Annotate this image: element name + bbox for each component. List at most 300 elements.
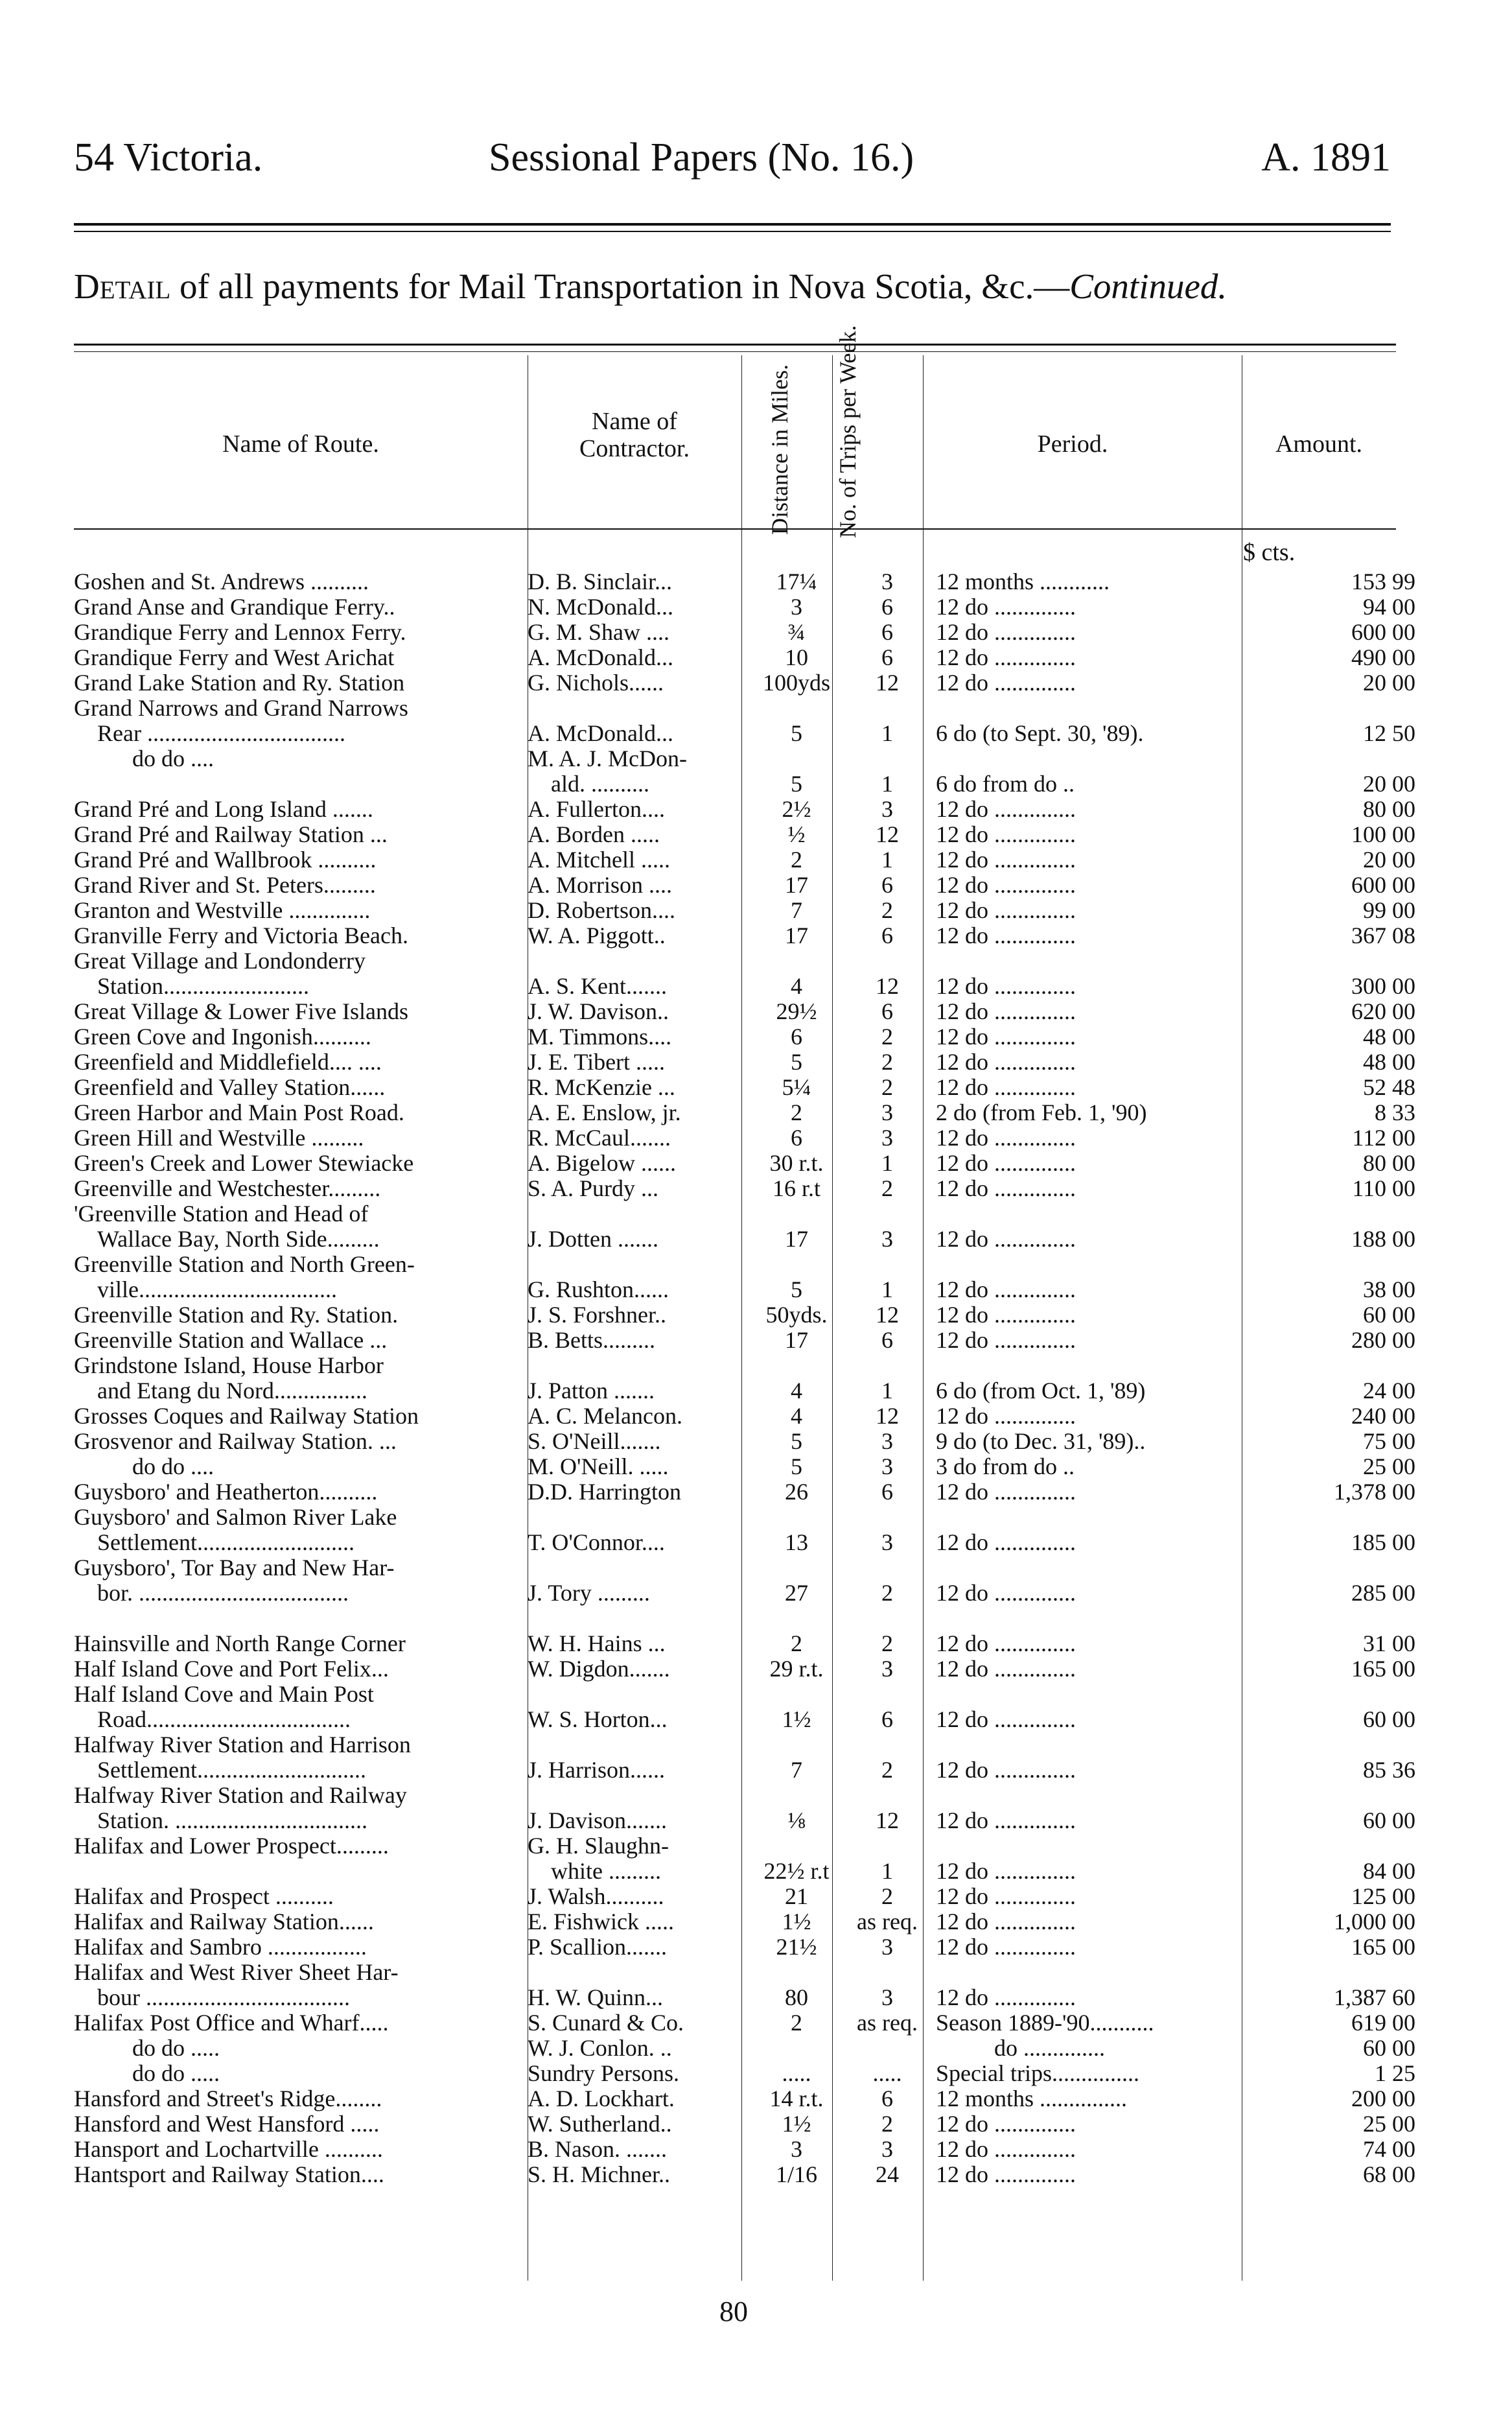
cell-route: Hantsport and Railway Station.... <box>74 2162 384 2187</box>
cell-distance: 1½ <box>782 1909 811 1934</box>
cell-route: Station......................... <box>74 974 310 999</box>
cell-contractor <box>528 696 748 721</box>
cell-contractor: T. O'Connor.... <box>528 1530 665 1555</box>
cell-distance: 7 <box>791 898 802 923</box>
table-row <box>74 974 1430 999</box>
cell-contractor: J. Davison....... <box>528 1808 667 1833</box>
table-row <box>74 721 1430 746</box>
table-row <box>74 1125 1430 1151</box>
title-body: of all payments for Mail Transportation in Nova Scotia, &c.— <box>170 266 1070 306</box>
cell-route: Grosvenor and Railway Station. ... <box>74 1429 397 1454</box>
cell-amount <box>1266 1960 1430 1985</box>
table-row <box>74 999 1430 1024</box>
table-row <box>74 1429 1430 1454</box>
cell-period: 12 do .............. <box>936 1884 1076 1909</box>
cell-period: 12 do .............. <box>936 1404 1076 1429</box>
table-row <box>74 1555 1430 1581</box>
table-row <box>74 771 1430 797</box>
cell-period: 12 do .............. <box>936 1859 1076 1884</box>
cell-route: Hansport and Lochartville .......... <box>74 2137 383 2162</box>
title-continued: Continued. <box>1069 266 1227 306</box>
table-row <box>74 569 1430 594</box>
cell-period: 3 do from do .. <box>936 1454 1075 1479</box>
cell-distance: 5 <box>791 1429 802 1454</box>
table-row <box>74 2010 1430 2036</box>
cell-distance: 26 <box>785 1479 808 1505</box>
cell-route: Guysboro' and Heatherton.......... <box>74 1479 378 1505</box>
table-row <box>74 594 1430 620</box>
cell-distance: 2 <box>791 2010 802 2036</box>
cell-trips: 3 <box>881 1227 893 1252</box>
cell-amount: 8 33 <box>1375 1100 1415 1125</box>
cell-route: Greenfield and Middlefield.... .... <box>74 1050 382 1075</box>
cell-period <box>929 1606 1266 1631</box>
table-row <box>74 1909 1430 1934</box>
cell-period: 12 do .............. <box>936 1151 1076 1176</box>
cell-contractor <box>528 1252 748 1277</box>
cell-trips: 2 <box>881 1024 893 1050</box>
cell-trips: 3 <box>881 797 893 822</box>
cell-period: Special trips............... <box>936 2061 1139 2086</box>
cell-trips <box>845 746 929 771</box>
cell-trips: 2 <box>881 1581 893 1606</box>
cell-route <box>74 1606 528 1631</box>
cell-amount: 48 00 <box>1363 1024 1415 1050</box>
table-row <box>74 1682 1430 1707</box>
cell-route: Great Village and Londonderry <box>74 948 366 974</box>
cell-trips <box>845 1252 929 1277</box>
cell-period <box>929 1682 1266 1707</box>
cell-period: 12 do .............. <box>936 1656 1076 1682</box>
cell-period <box>929 1833 1266 1859</box>
cell-contractor: D. B. Sinclair... <box>528 569 672 594</box>
cell-trips: 3 <box>881 1429 893 1454</box>
cell-route: Greenville Station and North Green- <box>74 1252 415 1277</box>
cell-amount <box>1266 1201 1430 1227</box>
cell-contractor: M. Timmons.... <box>528 1024 672 1050</box>
cell-trips <box>845 2036 929 2061</box>
cell-amount: 20 00 <box>1363 847 1415 873</box>
cell-amount: 48 00 <box>1363 1050 1415 1075</box>
table-row <box>74 1378 1430 1404</box>
table-row <box>74 1631 1430 1656</box>
cell-contractor <box>528 1960 748 1985</box>
cell-trips: 2 <box>881 898 893 923</box>
cell-distance: 80 <box>785 1985 808 2010</box>
cell-amount: 200 00 <box>1351 2086 1415 2111</box>
cell-distance: ½ <box>787 822 806 847</box>
cell-route: Halifax Post Office and Wharf..... <box>74 2010 389 2036</box>
table-top-rule-thin <box>74 351 1396 352</box>
cell-amount: 1,387 60 <box>1334 1985 1415 2010</box>
table-top-rule <box>74 344 1396 346</box>
cell-contractor <box>528 1505 748 1530</box>
cell-route: Grand Anse and Grandique Ferry.. <box>74 594 395 620</box>
table-row <box>74 847 1430 873</box>
cell-trips: 6 <box>881 620 893 645</box>
cell-distance <box>748 746 845 771</box>
cell-contractor: J. Tory ......... <box>528 1581 650 1606</box>
cell-route: ville.................................. <box>74 1277 337 1302</box>
cell-distance: 50yds. <box>765 1302 828 1328</box>
page-number: 80 <box>719 2296 748 2327</box>
cell-contractor: J. Patton ....... <box>528 1378 655 1404</box>
table-row <box>74 620 1430 645</box>
cell-amount: 80 00 <box>1363 1151 1415 1176</box>
cell-period: 12 do .............. <box>936 1530 1076 1555</box>
cell-period: 12 do .............. <box>936 645 1076 670</box>
cell-period: 12 do .............. <box>936 847 1076 873</box>
cell-trips: 1 <box>881 1151 893 1176</box>
cell-route: Greenville Station and Wallace ... <box>74 1328 388 1353</box>
cell-contractor: G. Rushton...... <box>528 1277 669 1302</box>
cell-distance <box>748 2036 845 2061</box>
cell-route: Halfway River Station and Railway <box>74 1783 407 1808</box>
cell-contractor: J. E. Tibert ..... <box>528 1050 666 1075</box>
cell-period <box>929 1505 1266 1530</box>
cell-contractor <box>528 948 748 974</box>
cell-distance <box>748 948 845 974</box>
cell-distance: 22½ r.t <box>763 1859 830 1884</box>
table-row <box>74 1454 1430 1479</box>
cell-trips: 12 <box>876 1808 899 1833</box>
cell-period: 12 do .............. <box>936 2111 1076 2137</box>
cell-distance: 100yds <box>762 670 830 696</box>
cell-period: 6 do (to Sept. 30, '89). <box>936 721 1144 746</box>
cell-distance: 1½ <box>782 2111 811 2137</box>
cell-trips: 6 <box>881 645 893 670</box>
cell-contractor: A. McDonald... <box>528 645 673 670</box>
cell-distance <box>748 1783 845 1808</box>
cell-amount: 600 00 <box>1351 620 1415 645</box>
header-rule-thick <box>74 223 1391 226</box>
table-row <box>74 1960 1430 1985</box>
cell-distance: 5¼ <box>782 1075 811 1100</box>
cell-distance: 6 <box>791 1024 802 1050</box>
table-row <box>74 1252 1430 1277</box>
cell-route: bor. .................................... <box>74 1581 349 1606</box>
cell-distance: 5 <box>791 721 802 746</box>
col-head-route: Name of Route. <box>222 430 379 458</box>
cell-distance: ⅛ <box>787 1808 806 1833</box>
cell-period <box>929 746 1266 771</box>
cell-route: Hansford and West Hansford ..... <box>74 2111 380 2137</box>
cell-period: 12 do .............. <box>936 670 1076 696</box>
cell-amount: 185 00 <box>1351 1530 1415 1555</box>
cell-amount <box>1266 1252 1430 1277</box>
cell-period: 6 do from do .. <box>936 771 1075 797</box>
cell-distance: 21 <box>785 1884 808 1909</box>
cell-route: Greenville and Westchester......... <box>74 1176 381 1201</box>
cell-amount: 153 99 <box>1351 569 1415 594</box>
table-row <box>74 1227 1430 1252</box>
cell-period <box>929 1555 1266 1581</box>
cell-distance: 2½ <box>782 797 811 822</box>
cell-route: Road................................... <box>74 1707 351 1732</box>
cell-route: Hainsville and North Range Corner <box>74 1631 406 1656</box>
cell-trips: 1 <box>881 1378 893 1404</box>
cell-distance <box>748 1252 845 1277</box>
col-head-period: Period. <box>1037 430 1108 458</box>
cell-trips <box>845 1682 929 1707</box>
cell-trips: 3 <box>881 1125 893 1151</box>
cell-trips: 6 <box>881 594 893 620</box>
cell-trips: 6 <box>881 923 893 948</box>
column-head-rule <box>74 528 1396 530</box>
cell-amount: 20 00 <box>1363 771 1415 797</box>
cell-amount: 280 00 <box>1351 1328 1415 1353</box>
cell-trips: 2 <box>881 1884 893 1909</box>
cell-contractor: J. W. Davison.. <box>528 999 669 1024</box>
cell-distance: 4 <box>791 1378 802 1404</box>
table-row <box>74 1808 1430 1833</box>
table-row <box>74 1530 1430 1555</box>
table-row <box>74 1934 1430 1960</box>
cell-contractor: W. J. Conlon. .. <box>528 2036 672 2061</box>
cell-trips: 6 <box>881 1479 893 1505</box>
cell-distance <box>748 1732 845 1758</box>
cell-amount: 24 00 <box>1363 1378 1415 1404</box>
cell-contractor: A. Borden ..... <box>528 822 660 847</box>
cell-contractor: A. D. Lockhart. <box>528 2086 675 2111</box>
cell-amount: 60 00 <box>1363 1302 1415 1328</box>
cell-contractor: A. Morrison .... <box>528 873 672 898</box>
cell-route: Grandique Ferry and Lennox Ferry. <box>74 620 406 645</box>
cell-contractor: A. Mitchell ..... <box>528 847 670 873</box>
table-row <box>74 1985 1430 2010</box>
table-row <box>74 1884 1430 1909</box>
cell-amount <box>1266 1833 1430 1859</box>
cell-route: Granville Ferry and Victoria Beach. <box>74 923 408 948</box>
cell-contractor: J. S. Forshner.. <box>528 1302 667 1328</box>
cell-amount: 31 00 <box>1363 1631 1415 1656</box>
cell-period: 12 do .............. <box>936 1758 1076 1783</box>
cell-contractor: H. W. Quinn... <box>528 1985 664 2010</box>
cell-contractor: white ......... <box>528 1859 661 1884</box>
cell-amount: 100 00 <box>1351 822 1415 847</box>
cell-contractor: G. Nichols...... <box>528 670 664 696</box>
cell-route: Station. ................................. <box>74 1808 368 1833</box>
cell-distance: 3 <box>791 594 802 620</box>
cell-contractor: J. Harrison...... <box>528 1758 665 1783</box>
cell-period: 12 do .............. <box>936 2137 1076 2162</box>
cell-contractor: A. C. Melancon. <box>528 1404 682 1429</box>
cell-amount: 165 00 <box>1351 1656 1415 1682</box>
cell-route: Grand Pré and Long Island ....... <box>74 797 373 822</box>
cell-route: Grand Pré and Railway Station ... <box>74 822 388 847</box>
cell-distance: 17¼ <box>776 569 817 594</box>
cell-trips: 1 <box>881 771 893 797</box>
cell-contractor <box>528 1606 748 1631</box>
cell-contractor <box>528 1732 748 1758</box>
cell-amount: 25 00 <box>1363 1454 1415 1479</box>
cell-contractor: J. Dotten ....... <box>528 1227 658 1252</box>
cell-distance: 10 <box>785 645 808 670</box>
cell-period: 12 do .............. <box>936 1302 1076 1328</box>
table-row <box>74 2036 1430 2061</box>
cell-period: 12 do .............. <box>936 620 1076 645</box>
table-row <box>74 1656 1430 1682</box>
cell-contractor: B. Betts......... <box>528 1328 656 1353</box>
cell-distance <box>748 1833 845 1859</box>
cell-contractor: N. McDonald... <box>528 594 673 620</box>
cell-period: 12 do .............. <box>936 1227 1076 1252</box>
col-head-contractor: Name of Contractor. <box>579 408 690 462</box>
cell-trips: 3 <box>881 1985 893 2010</box>
cell-amount <box>1266 948 1430 974</box>
cell-trips <box>845 1606 929 1631</box>
cell-trips: 1 <box>881 1277 893 1302</box>
cell-trips <box>845 948 929 974</box>
cell-route: Settlement........................... <box>74 1530 355 1555</box>
table-row <box>74 873 1430 898</box>
cell-distance: 29½ <box>776 999 817 1024</box>
table-row <box>74 1075 1430 1100</box>
cell-amount: 75 00 <box>1363 1429 1415 1454</box>
cell-period: 9 do (to Dec. 31, '89).. <box>936 1429 1146 1454</box>
cell-amount: 60 00 <box>1363 1707 1415 1732</box>
cell-period: 12 do .............. <box>936 999 1076 1024</box>
cell-route: Half Island Cove and Main Post <box>74 1682 374 1707</box>
table-row <box>74 2061 1430 2086</box>
cell-route: Halfway River Station and Harrison <box>74 1732 411 1758</box>
cell-contractor: M. O'Neill. ..... <box>528 1454 669 1479</box>
cell-route: Grand Narrows and Grand Narrows <box>74 696 408 721</box>
cell-trips: as req. <box>857 1909 918 1934</box>
cell-amount: 12 50 <box>1363 721 1415 746</box>
cell-route: Halifax and Sambro ................. <box>74 1934 367 1960</box>
cell-contractor: J. Walsh.......... <box>528 1884 664 1909</box>
cell-period: 12 do .............. <box>936 1176 1076 1201</box>
cell-contractor: M. A. J. McDon- <box>528 746 688 771</box>
cell-amount: 300 00 <box>1351 974 1415 999</box>
table-row <box>74 1353 1430 1378</box>
cell-trips: 2 <box>881 1176 893 1201</box>
cell-trips: 12 <box>876 1302 899 1328</box>
cell-route: Guysboro' and Salmon River Lake <box>74 1505 397 1530</box>
cell-route: Grand Lake Station and Ry. Station <box>74 670 405 696</box>
cell-route: Green Hill and Westville ......... <box>74 1125 364 1151</box>
table-row <box>74 2111 1430 2137</box>
cell-trips: 3 <box>881 2137 893 2162</box>
cell-distance: 7 <box>791 1758 802 1783</box>
cell-period: 12 do .............. <box>936 1024 1076 1050</box>
cell-period: 12 months ............... <box>936 2086 1128 2111</box>
running-header <box>74 135 1391 187</box>
table-row <box>74 822 1430 847</box>
cell-period <box>929 1201 1266 1227</box>
cell-distance: 30 r.t. <box>769 1151 824 1176</box>
cell-contractor: W. A. Piggott.. <box>528 923 666 948</box>
cell-contractor: D. Robertson.... <box>528 898 675 923</box>
cell-distance: 5 <box>791 1454 802 1479</box>
cell-contractor: S. Cunard & Co. <box>528 2010 684 2036</box>
cell-route <box>74 1859 528 1884</box>
cell-distance: 17 <box>785 1227 808 1252</box>
cell-trips: 3 <box>881 1656 893 1682</box>
cell-amount: 99 00 <box>1363 898 1415 923</box>
cell-distance <box>748 1353 845 1378</box>
cell-contractor: E. Fishwick ..... <box>528 1909 675 1934</box>
cell-trips: 3 <box>881 1934 893 1960</box>
cell-period: 6 do (from Oct. 1, '89) <box>936 1378 1146 1404</box>
title-lead: Detail <box>74 266 171 306</box>
cell-route: do do ..... <box>74 2061 220 2086</box>
cell-route: Grindstone Island, House Harbor <box>74 1353 384 1378</box>
cell-period: 12 do .............. <box>936 1934 1076 1960</box>
cell-route: Great Village & Lower Five Islands <box>74 999 409 1024</box>
cell-period: 12 do .............. <box>936 1075 1076 1100</box>
cell-amount: 619 00 <box>1351 2010 1415 2036</box>
cell-period: 12 do .............. <box>936 797 1076 822</box>
table-row <box>74 1732 1430 1758</box>
cell-route: Grosses Coques and Railway Station <box>74 1404 419 1429</box>
cell-route: Halifax and West River Sheet Har- <box>74 1960 399 1985</box>
cell-distance: 17 <box>785 873 808 898</box>
cell-contractor: W. Sutherland.. <box>528 2111 672 2137</box>
table-row <box>74 1581 1430 1606</box>
cell-route: Halifax and Railway Station...... <box>74 1909 374 1934</box>
table-row <box>74 746 1430 771</box>
cell-route: Grandique Ferry and West Arichat <box>74 645 395 670</box>
cell-period: 12 do .............. <box>936 1050 1076 1075</box>
header-left: 54 Victoria. <box>74 135 263 180</box>
cell-route: 'Greenville Station and Head of <box>74 1201 369 1227</box>
table-row <box>74 1328 1430 1353</box>
cell-trips: 3 <box>881 1100 893 1125</box>
cell-trips: 24 <box>876 2162 899 2187</box>
cell-trips: 1 <box>881 721 893 746</box>
cell-route: Goshen and St. Andrews .......... <box>74 569 369 594</box>
cell-route: Green Harbor and Main Post Road. <box>74 1100 404 1125</box>
cell-trips: 6 <box>881 873 893 898</box>
cell-route: Hansford and Street's Ridge........ <box>74 2086 382 2111</box>
cell-contractor: W. S. Horton... <box>528 1707 668 1732</box>
cell-amount <box>1266 1555 1430 1581</box>
cell-amount <box>1266 1353 1430 1378</box>
cell-period: 12 do .............. <box>936 1581 1076 1606</box>
table-row <box>74 2137 1430 2162</box>
cell-route: Wallace Bay, North Side......... <box>74 1227 380 1252</box>
cell-amount: 165 00 <box>1351 1934 1415 1960</box>
cell-trips: 12 <box>876 1404 899 1429</box>
cell-route: Halifax and Prospect .......... <box>74 1884 334 1909</box>
cell-contractor: W. H. Hains ... <box>528 1631 666 1656</box>
cell-period <box>929 1732 1266 1758</box>
cell-contractor: R. McKenzie ... <box>528 1075 675 1100</box>
cell-contractor: D.D. Harrington <box>528 1479 681 1505</box>
cell-amount: 52 48 <box>1363 1075 1415 1100</box>
cell-trips: as req. <box>857 2010 918 2036</box>
cell-amount: 38 00 <box>1363 1277 1415 1302</box>
cell-period: 12 do .............. <box>936 1125 1076 1151</box>
cell-period: Season 1889-'90........... <box>936 2010 1154 2036</box>
cell-contractor <box>528 1353 748 1378</box>
cell-distance: ¾ <box>787 620 806 645</box>
cell-period: 12 do .............. <box>936 1707 1076 1732</box>
cell-trips: 6 <box>881 999 893 1024</box>
cell-contractor: S. A. Purdy ... <box>528 1176 659 1201</box>
cell-trips: 2 <box>881 1631 893 1656</box>
cell-distance: 21½ <box>776 1934 817 1960</box>
cell-amount: 490 00 <box>1351 645 1415 670</box>
cell-trips: 2 <box>881 2111 893 2137</box>
col-head-trips: No. of Trips per Week. <box>835 325 861 538</box>
cell-distance: 2 <box>791 1100 802 1125</box>
cell-contractor: A. E. Enslow, jr. <box>528 1100 681 1125</box>
table-row <box>74 1302 1430 1328</box>
currency-label: $ cts. <box>1243 539 1296 566</box>
